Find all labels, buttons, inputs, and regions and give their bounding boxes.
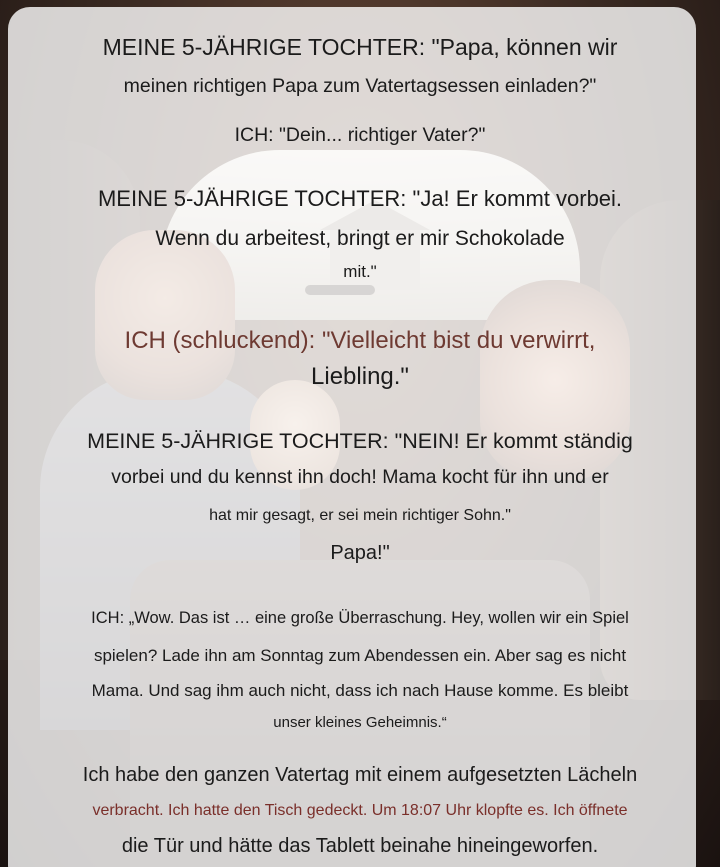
story-line: Wenn du arbeitest, bringt er mir Schokolade [155,227,565,250]
story-line: Mama. Und sag ihm auch nicht, dass ich nach Hause komme. Es bleibt [91,681,629,700]
story-line-accent: verbracht. Ich hatte den Tisch gedeckt. Um 18:07 Uhr klopfte es. Ich öffnete [92,802,628,819]
story-line: hat mir gesagt, er sei mein richtiger Sohn." [209,507,511,524]
story-line: Ich habe den ganzen Vatertag mit einem aufgesetzten Lächeln [82,764,638,786]
story-line: spielen? Lade ihn am Sonntag zum Abendessen ein. Aber sag es nicht [93,646,627,665]
story-line: Liebling." [311,363,409,390]
story-line: MEINE 5-JÄHRIGE TOCHTER: "Papa, können wir [102,34,618,60]
story-line-accent: ICH (schluckend): "Vielleicht bist du verwirrt, [124,327,596,354]
story-line: mit." [343,262,377,281]
story-line: MEINE 5-JÄHRIGE TOCHTER: "Ja! Er kommt vorbei. [97,186,623,211]
story-line: vorbei und du kennst ihn doch! Mama kocht für ihn und er [111,466,609,488]
story-line: die Tür und hätte das Tablett beinahe hineingeworfen. [121,835,599,857]
story-line: meinen richtigen Papa zum Vatertagsessen einladen?" [123,75,597,97]
story-line: Papa!" [330,542,390,564]
story-line: unser kleines Geheimnis.“ [273,714,447,731]
story-line: MEINE 5-JÄHRIGE TOCHTER: "NEIN! Er kommt ständig [87,429,633,453]
story-line: ICH: "Dein... richtiger Vater?" [234,124,486,146]
story-line: ICH: „Wow. Das ist … eine große Überraschung. Hey, wollen wir ein Spiel [91,609,629,627]
